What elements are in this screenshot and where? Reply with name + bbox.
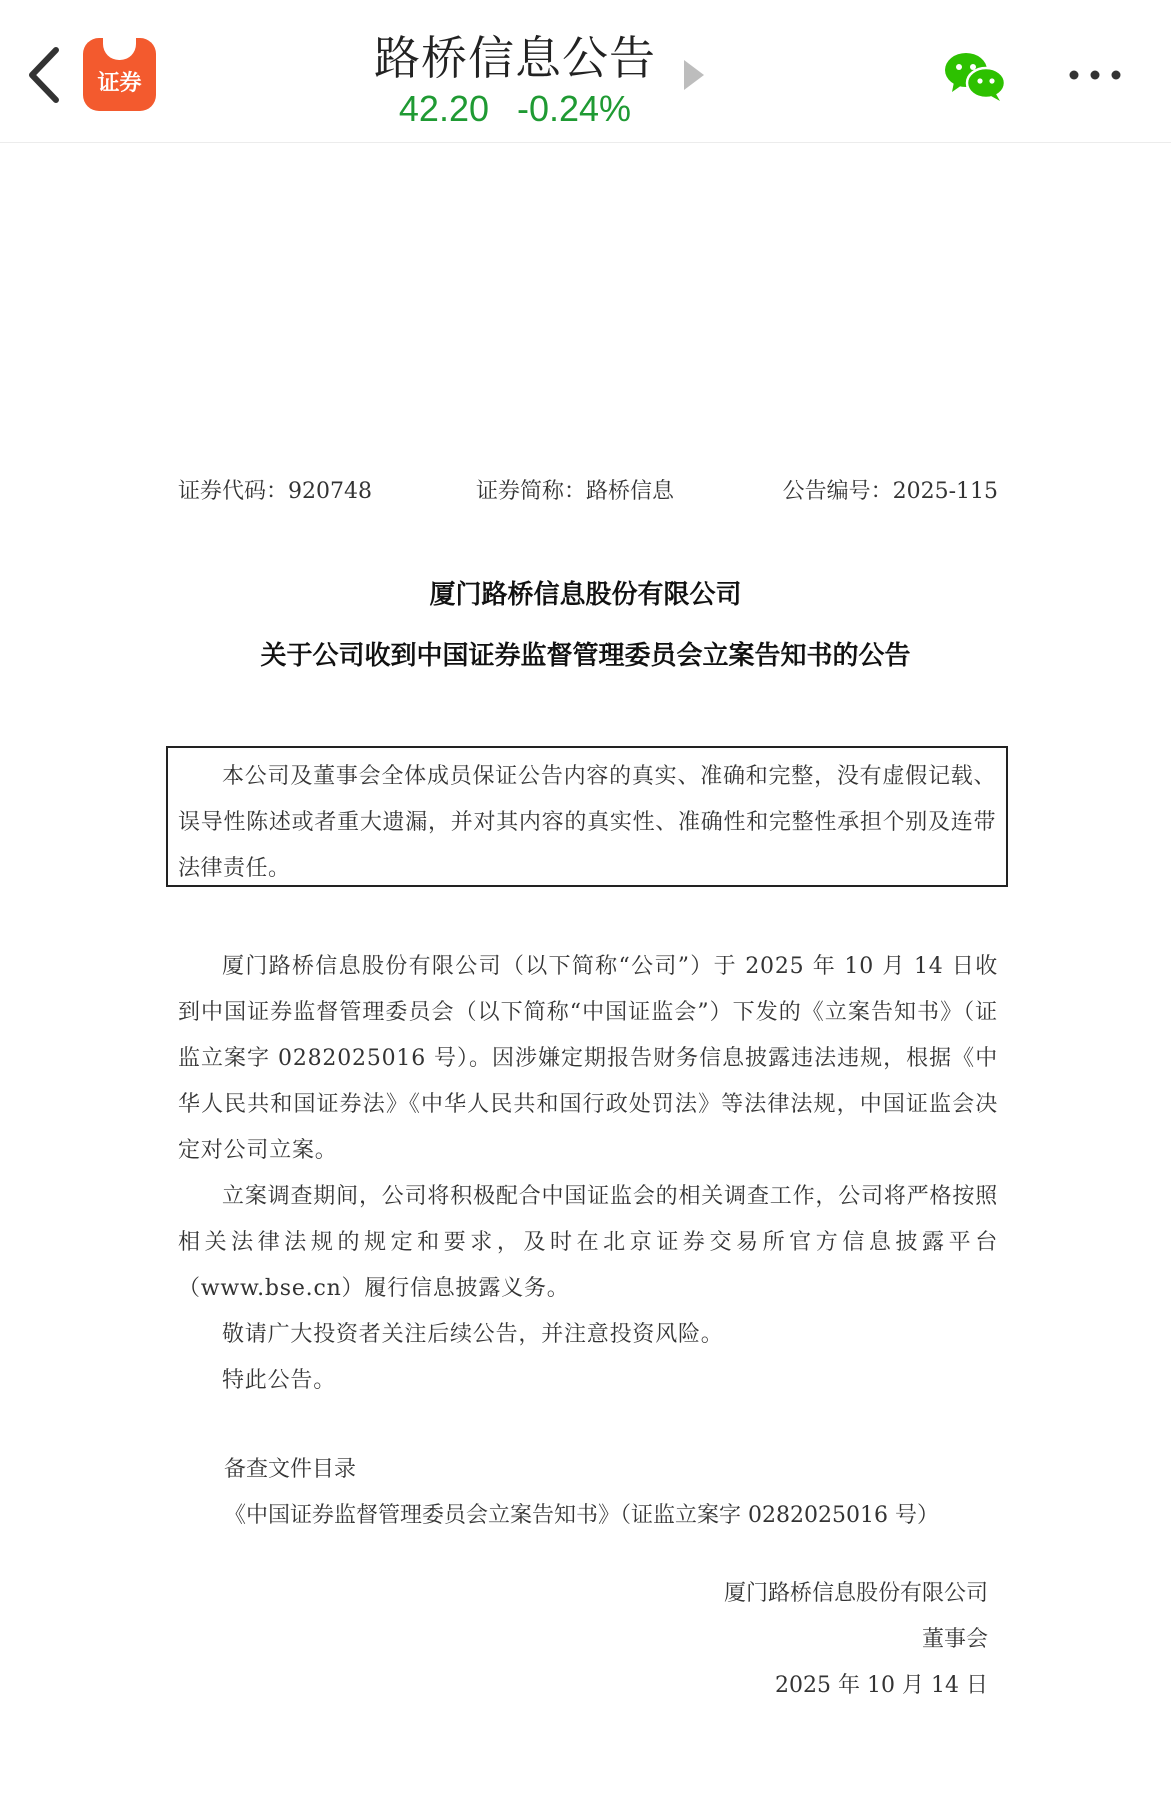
stock-change: -0.24%: [517, 88, 632, 129]
logo-badge-icon: [103, 38, 136, 60]
signature-board: 董事会: [921, 1627, 988, 1652]
reference-item: 《中国证券监督管理委员会立案告知书》（证监立案字 0282025016 号）: [224, 1503, 939, 1528]
paragraph-1: [178, 944, 998, 1174]
play-icon[interactable]: [684, 60, 704, 90]
paragraph-2: [178, 1174, 998, 1312]
paragraph-text: 特此公告。: [222, 1368, 337, 1393]
more-icon[interactable]: [1066, 64, 1124, 86]
paragraph-3: [178, 1312, 998, 1358]
paragraph-text: 立案调查期间，公司将积极配合中国证监会的相关调查工作，公司将严格按照相关法律法规的规定和要求，及时在北京证券交易所官方信息披露平台（www.bse.cn）履行信息披露义务。: [178, 1184, 998, 1301]
company-title: 厦门路桥信息股份有限公司: [429, 580, 742, 610]
reference-title: 备查文件目录: [224, 1457, 357, 1482]
notice-number: 公告编号：2025-115: [782, 479, 998, 504]
stock-quote: [330, 88, 700, 130]
back-icon[interactable]: [22, 42, 68, 108]
stock-title: 路桥信息公告: [374, 31, 656, 85]
document-meta-row: [178, 474, 998, 504]
app-header: [0, 0, 1171, 143]
paragraph-text: 敬请广大投资者关注后续公告，并注意投资风险。: [222, 1322, 724, 1347]
disclaimer-box: [166, 746, 1008, 887]
signature-date: 2025 年 10 月 14 日: [775, 1673, 988, 1698]
app-logo[interactable]: [83, 38, 156, 111]
announcement-document: [0, 144, 1171, 1802]
notice-title: 关于公司收到中国证券监督管理委员会立案告知书的公告: [260, 641, 911, 671]
stock-price: 42.20: [398, 88, 489, 129]
app-logo-text: 证券: [97, 71, 142, 96]
security-short-name: 证券简称：路桥信息: [476, 479, 675, 504]
disclaimer-text: 本公司及董事会全体成员保证公告内容的真实、准确和完整，没有虚假记载、误导性陈述或者重大遗漏，并对其内容的真实性、准确性和完整性承担个别及连带法律责任。: [178, 764, 996, 881]
paragraph-4: [178, 1358, 998, 1404]
wechat-share-icon[interactable]: [944, 50, 1006, 102]
security-code: 证券代码：920748: [178, 479, 372, 504]
paragraph-text: 厦门路桥信息股份有限公司（以下简称“公司”）于 2025 年 10 月 14 日收到中国证券监督管理委员会（以下简称“中国证监会”）下发的《立案告知书》（证监立案字 0282025016 号）。因涉嫌定期报告财务信息披露违法违规，根据《中华人民共和国证券法》《中华人民共和国行政处罚法》等法律法规，中国证监会决定对公司立案。: [178, 954, 998, 1163]
signature-company: 厦门路桥信息股份有限公司: [723, 1581, 988, 1606]
